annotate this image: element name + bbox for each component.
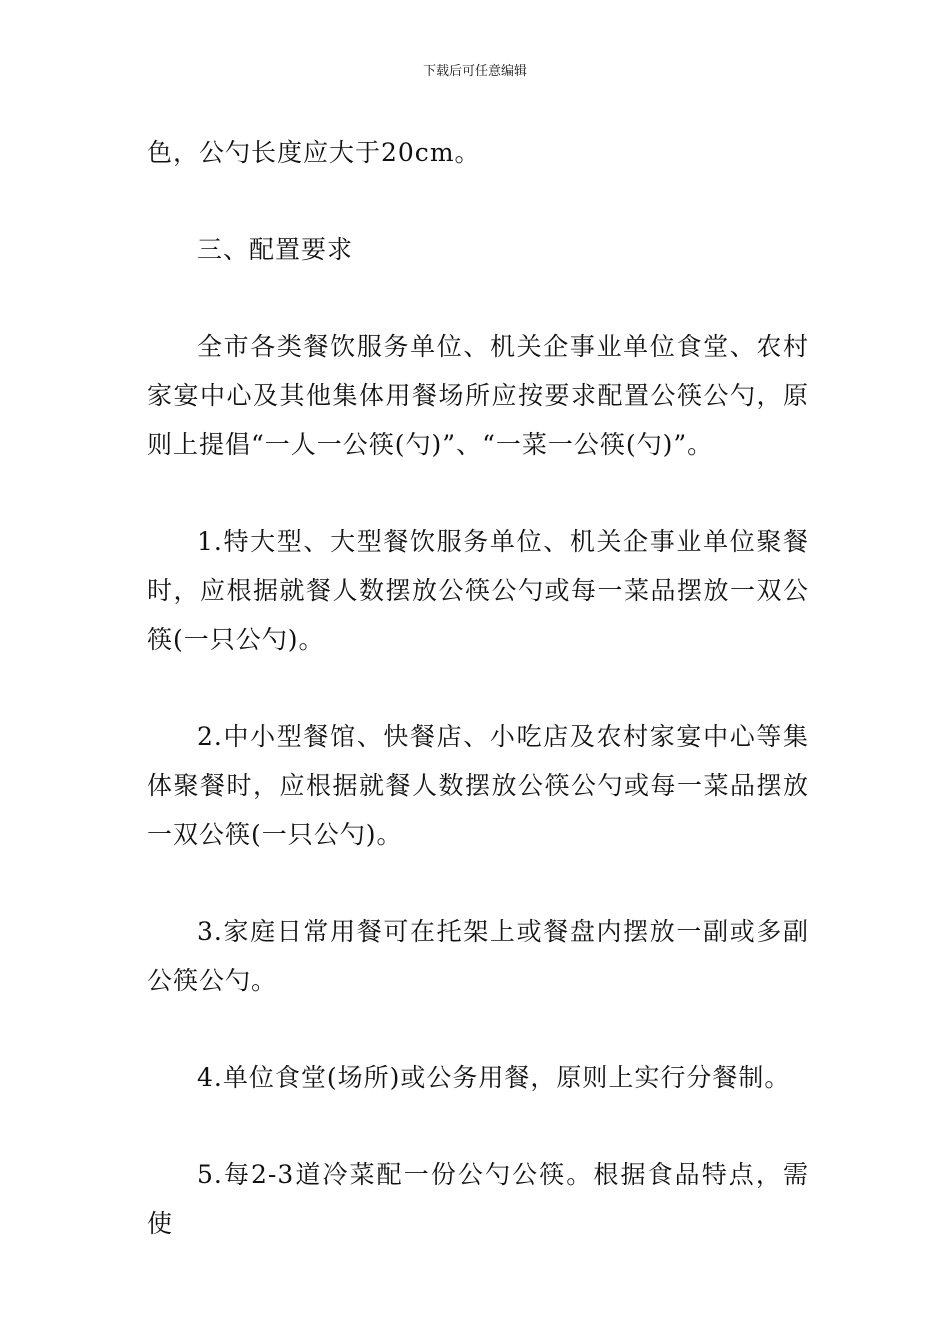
paragraph-item-1: 1.特大型、大型餐饮服务单位、机关企事业单位聚餐时，应根据就餐人数摆放公筷公勺或每一菜品摆放一双公筷(一只公勺)。 xyxy=(147,527,809,654)
section-heading: 三、配置要求 xyxy=(197,235,354,264)
paragraph-continuation: 色，公勺长度应大于20cm。 xyxy=(147,138,481,167)
document-body xyxy=(147,128,809,1296)
paragraph-item-5: 5.每2-3道冷菜配一份公勺公筷。根据食品特点，需使 xyxy=(147,1160,809,1238)
paragraph-item-2: 2.中小型餐馆、快餐店、小吃店及农村家宴中心等集体聚餐时，应根据就餐人数摆放公筷公勺或每一菜品摆放一双公筷(一只公勺)。 xyxy=(147,722,809,849)
paragraph-item-4: 4.单位食堂(场所)或公务用餐，原则上实行分餐制。 xyxy=(197,1063,791,1092)
paragraph-intro: 全市各类餐饮服务单位、机关企事业单位食堂、农村家宴中心及其他集体用餐场所应按要求配置公筷公勺，原则上提倡“一人一公筷(勺)”、“一菜一公筷(勺)”。 xyxy=(147,332,809,459)
page-header: 下载后可任意编辑 xyxy=(422,64,527,79)
paragraph-item-3: 3.家庭日常用餐可在托架上或餐盘内摆放一副或多副公筷公勺。 xyxy=(147,917,809,995)
